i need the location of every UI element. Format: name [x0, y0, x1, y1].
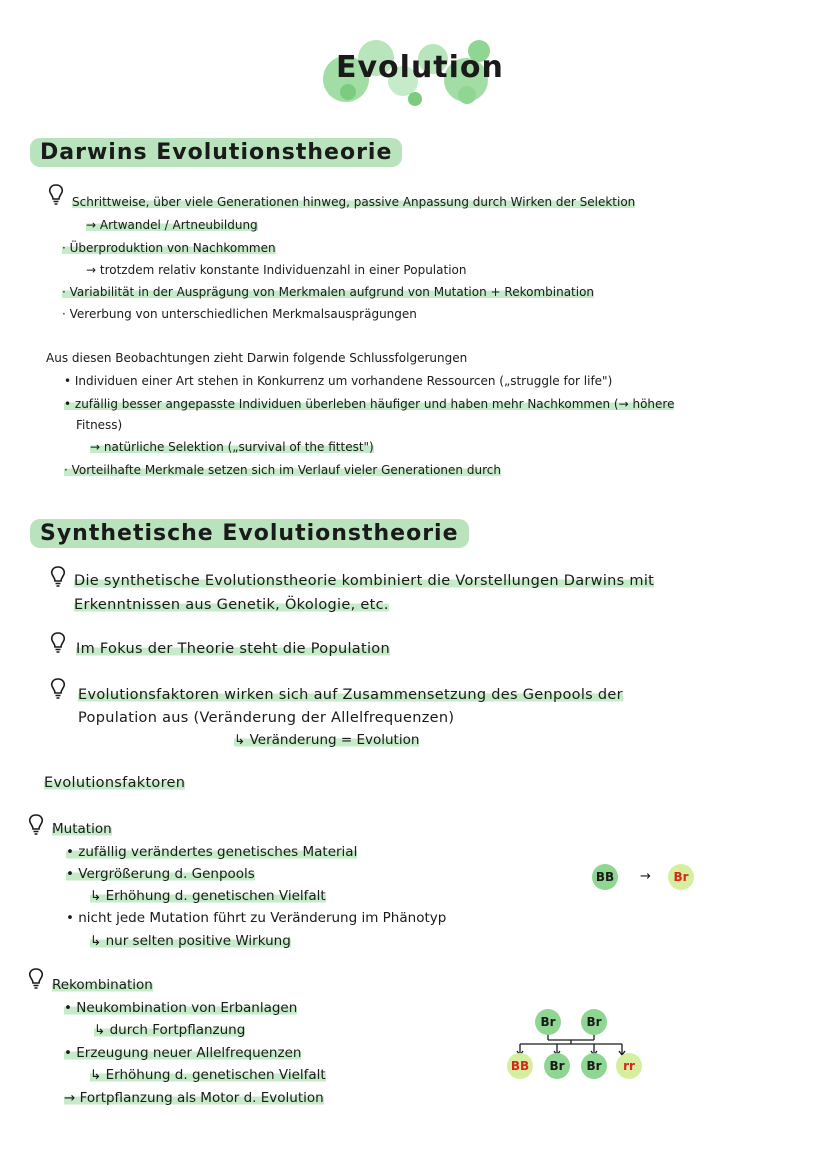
page-title: Evolution: [336, 50, 504, 85]
recomb-bullet-2: • Erzeugung neuer Allelfrequenzen: [64, 1045, 302, 1061]
mutation-bullet-1: • zufällig verändertes genetisches Material: [66, 844, 358, 860]
section-heading-darwin: Darwins Evolutionstheorie: [30, 140, 402, 165]
synthetic-point-1-line-1: Die synthetische Evolutionstheorie kombiniert die Vorstellungen Darwins mit: [74, 573, 655, 589]
mutation-title: Mutation: [52, 821, 112, 837]
mutation-bullet-3: • nicht jede Mutation führt zu Veränderung im Phänotyp: [66, 910, 447, 926]
darwin-conclusion-3: · Vorteilhafte Merkmale setzen sich im Verlauf vieler Generationen durch: [64, 463, 501, 477]
darwin-bullet-1-sub: → trotzdem relativ konstante Individuenzahl in einer Population: [86, 263, 467, 277]
lightbulb-icon: [28, 814, 44, 836]
offspring-allele-bb: BB: [507, 1053, 533, 1079]
synthetic-point-1-line-2: Erkenntnissen aus Genetik, Ökologie, etc.: [74, 597, 389, 613]
mutation-bullet-2: • Vergrößerung d. Genpools: [66, 866, 255, 882]
darwin-conclusion-2: • zufällig besser angepasste Individuen überleben häufiger und haben mehr Nachkommen (→ höhere: [64, 397, 675, 411]
recomb-bullet-3: → Fortpflanzung als Motor d. Evolution: [64, 1090, 324, 1106]
factors-heading: Evolutionsfaktoren: [44, 775, 186, 791]
recomb-bullet-1-sub: ↳ durch Fortpflanzung: [94, 1022, 246, 1038]
lightbulb-icon: [50, 678, 66, 700]
allele-br: Br: [668, 864, 694, 890]
parent-allele-2: Br: [581, 1009, 607, 1035]
darwin-conclusion-2-sub: → natürliche Selektion („survival of the fittest"): [90, 440, 374, 454]
darwin-intro-sub: → Artwandel / Artneubildung: [86, 218, 258, 232]
section-heading-synthetic: Synthetische Evolutionstheorie: [30, 521, 469, 546]
parent-allele-1: Br: [535, 1009, 561, 1035]
synthetic-point-3-line-1: Evolutionsfaktoren wirken sich auf Zusammensetzung des Genpools der: [78, 687, 623, 703]
offspring-allele-br-2: Br: [581, 1053, 607, 1079]
lightbulb-icon: [50, 566, 66, 588]
offspring-allele-br-1: Br: [544, 1053, 570, 1079]
offspring-allele-rr: rr: [616, 1053, 642, 1079]
darwin-conclusion-1: • Individuen einer Art stehen in Konkurrenz um vorhandene Ressourcen („struggle for life"): [64, 374, 613, 388]
recomb-title: Rekombination: [52, 977, 153, 993]
lightbulb-icon: [48, 184, 64, 206]
recomb-bullet-1: • Neukombination von Erbanlagen: [64, 1000, 298, 1016]
synthetic-point-2: Im Fokus der Theorie steht die Population: [76, 641, 390, 657]
recomb-bullet-2-sub: ↳ Erhöhung d. genetischen Vielfalt: [90, 1067, 326, 1083]
mutation-bullet-3-sub: ↳ nur selten positive Wirkung: [90, 933, 291, 949]
lightbulb-icon: [50, 632, 66, 654]
mutation-bullet-2-sub: ↳ Erhöhung d. genetischen Vielfalt: [90, 888, 326, 904]
lightbulb-icon: [28, 968, 44, 990]
arrow-icon: →: [640, 869, 651, 884]
darwin-bullet-2: · Variabilität in der Ausprägung von Merkmalen aufgrund von Mutation + Rekombination: [62, 285, 595, 299]
darwin-intro: Schrittweise, über viele Generationen hinweg, passive Anpassung durch Wirken der Selektion: [72, 195, 636, 209]
darwin-bullet-1: · Überproduktion von Nachkommen: [62, 241, 276, 255]
allele-bb: BB: [592, 864, 618, 890]
synthetic-point-3-line-2: Population aus (Veränderung der Allelfrequenzen): [78, 710, 455, 726]
darwin-bullet-3: · Vererbung von unterschiedlichen Merkmalsausprägungen: [62, 307, 417, 321]
darwin-conclusion-intro: Aus diesen Beobachtungen zieht Darwin folgende Schlussfolgerungen: [46, 351, 468, 365]
darwin-conclusion-2-cont: Fitness): [76, 418, 123, 432]
synthetic-point-3-sub: ↳ Veränderung = Evolution: [234, 732, 420, 748]
